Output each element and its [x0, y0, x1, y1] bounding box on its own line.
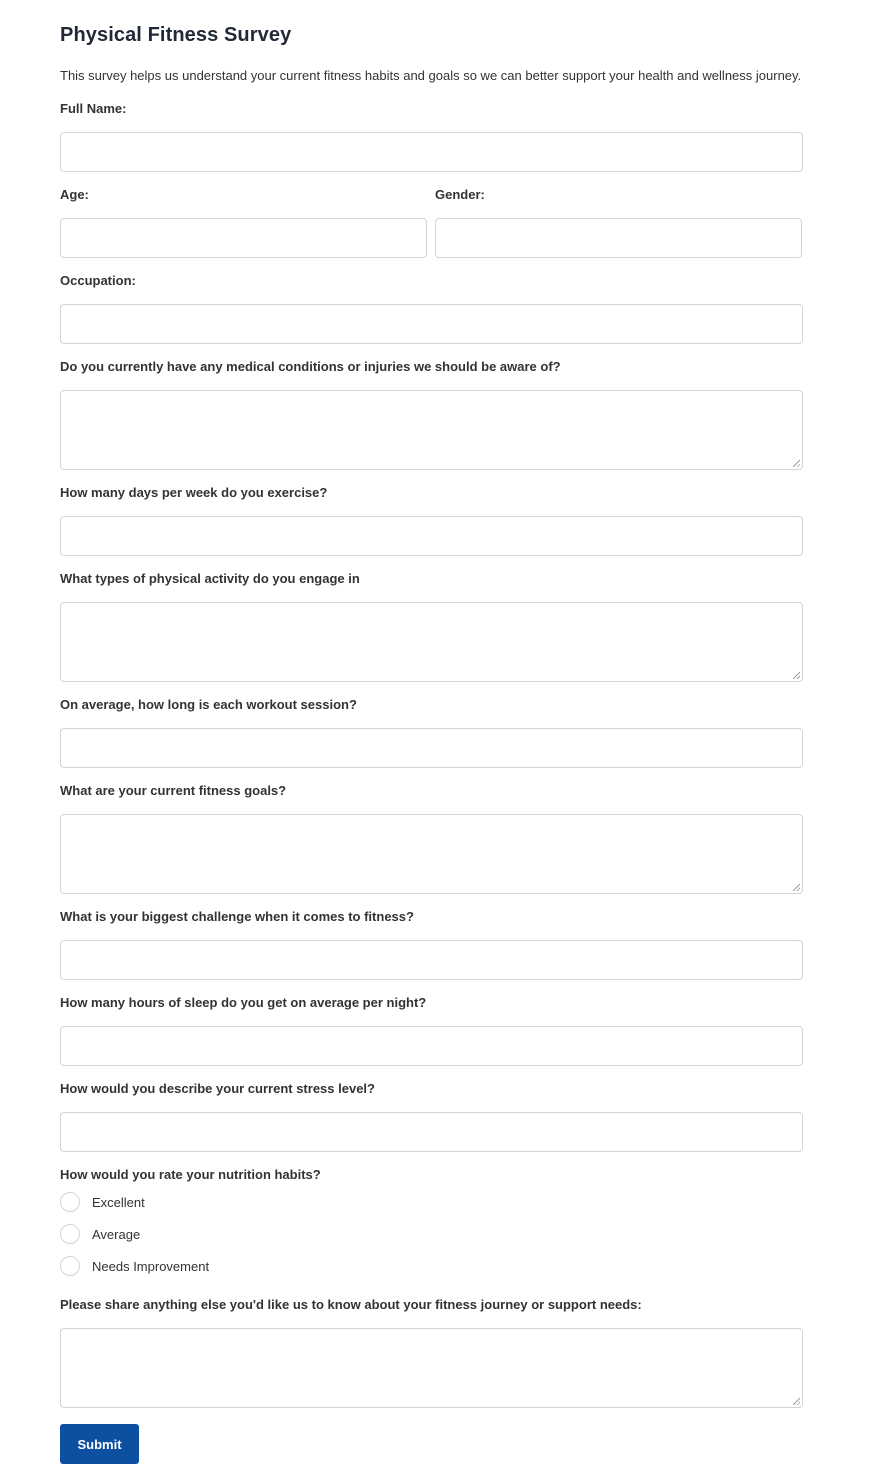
goals-field: [60, 782, 803, 894]
age-label: Age:: [60, 187, 89, 202]
goals-textarea[interactable]: [60, 814, 803, 894]
stress-label: How would you describe your current stress level?: [60, 1081, 375, 1096]
radio-label[interactable]: Needs Improvement: [92, 1258, 210, 1274]
submit-button[interactable]: Submit: [60, 1424, 139, 1464]
resize-handle-icon[interactable]: [793, 460, 800, 467]
full-name-field: [60, 100, 803, 172]
nutrition-option-average[interactable]: [60, 1218, 803, 1250]
page-title: Physical Fitness Survey: [60, 24, 292, 46]
resize-handle-icon[interactable]: [793, 672, 800, 679]
days-per-week-label: How many days per week do you exercise?: [60, 485, 328, 500]
goals-label: What are your current fitness goals?: [60, 783, 287, 798]
nutrition-field: [60, 1166, 803, 1282]
gender-field: [435, 186, 802, 258]
radio-button[interactable]: [60, 1224, 80, 1244]
age-input[interactable]: [60, 218, 427, 258]
other-field: [60, 1296, 803, 1408]
occupation-input[interactable]: [60, 304, 803, 344]
nutrition-label: How would you rate your nutrition habits?: [60, 1167, 321, 1182]
medical-textarea[interactable]: [60, 390, 803, 470]
survey-intro: This survey helps us understand your current fitness habits and goals so we can better support your health and wellness journey.: [60, 68, 802, 83]
occupation-field: [60, 272, 803, 344]
occupation-label: Occupation:: [60, 273, 136, 288]
days-per-week-input[interactable]: [60, 516, 803, 556]
session-length-field: [60, 696, 803, 768]
resize-handle-icon[interactable]: [793, 884, 800, 891]
radio-label[interactable]: Average: [92, 1226, 141, 1242]
radio-button[interactable]: [60, 1192, 80, 1212]
activity-types-field: [60, 570, 803, 682]
nutrition-option-needs-improvement[interactable]: [60, 1250, 803, 1282]
full-name-label: Full Name:: [60, 101, 127, 116]
sleep-input[interactable]: [60, 1026, 803, 1066]
other-label: Please share anything else you'd like us to know about your fitness journey or support needs:: [60, 1297, 642, 1312]
radio-button[interactable]: [60, 1256, 80, 1276]
challenge-field: [60, 908, 803, 980]
session-length-input[interactable]: [60, 728, 803, 768]
activity-types-textarea[interactable]: [60, 602, 803, 682]
challenge-input[interactable]: [60, 940, 803, 980]
resize-handle-icon[interactable]: [793, 1398, 800, 1405]
full-name-input[interactable]: [60, 132, 803, 172]
activity-types-label: What types of physical activity do you engage in: [60, 571, 360, 586]
nutrition-option-excellent[interactable]: [60, 1186, 803, 1218]
stress-input[interactable]: [60, 1112, 803, 1152]
days-per-week-field: [60, 484, 803, 556]
sleep-field: [60, 994, 803, 1066]
session-length-label: On average, how long is each workout session?: [60, 697, 357, 712]
medical-field: [60, 358, 803, 470]
radio-label[interactable]: Excellent: [92, 1194, 145, 1210]
gender-input[interactable]: [435, 218, 802, 258]
medical-label: Do you currently have any medical conditions or injuries we should be aware of?: [60, 359, 561, 374]
age-field: [60, 186, 427, 258]
sleep-label: How many hours of sleep do you get on average per night?: [60, 995, 427, 1010]
challenge-label: What is your biggest challenge when it comes to fitness?: [60, 909, 414, 924]
other-textarea[interactable]: [60, 1328, 803, 1408]
gender-label: Gender:: [435, 187, 485, 202]
stress-field: [60, 1080, 803, 1152]
nutrition-options: [60, 1186, 803, 1282]
age-gender-row: [60, 186, 803, 258]
